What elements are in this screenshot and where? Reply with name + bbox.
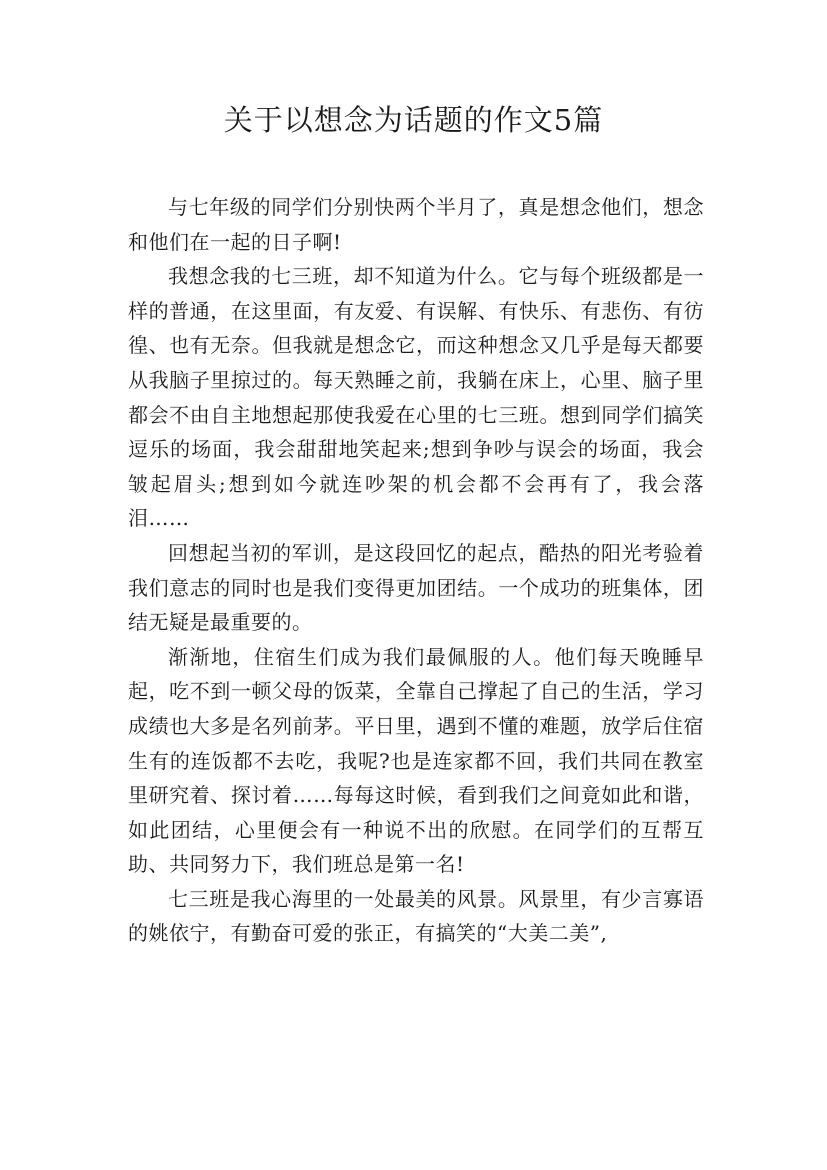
document-body	[128, 190, 704, 951]
paragraph-5: 七三班是我心海里的一处最美的风景。风景里，有少言寡语的姚依宁，有勤奋可爱的张正，有搞笑的“大美二美”,	[128, 886, 704, 946]
paragraph-1: 与七年级的同学们分别快两个半月了，真是想念他们，想念和他们在一起的日子啊!	[128, 195, 704, 254]
paragraph-4: 渐渐地，住宿生们成为我们最佩服的人。他们每天晚睡早起，吃不到一顿父母的饭菜，全靠自己撑起了自己的生活，学习成绩也大多是名列前茅。平日里，遇到不懂的难题，放学后住宿生有的连饭都不去吃，我呢?也是连家都不回，我们共同在教室里研究着、探讨着……每每这时候，看到我们之间竟如此和谐，如此团结，心里便会有一种说不出的欣慰。在同学们的互帮互助、共同努力下，我们班总是第一名!	[128, 644, 704, 877]
document-title: 关于以想念为话题的作文5篇	[223, 103, 604, 137]
paragraph-3: 回想起当初的军训，是这段回忆的起点，酷热的阳光考验着我们意志的同时也是我们变得更加团结。一个成功的班集体，团结无疑是最重要的。	[128, 540, 704, 635]
paragraph-2: 我想念我的七三班，却不知道为什么。它与每个班级都是一样的普通，在这里面，有友爱、有误解、有快乐、有悲伤、有彷徨、也有无奈。但我就是想念它，而这种想念又几乎是每天都要从我脑子里掠过的。每天熟睡之前，我躺在床上，心里、脑子里都会不由自主地想起那使我爱在心里的七三班。想到同学们搞笑逗乐的场面，我会甜甜地笑起来;想到争吵与误会的场面，我会皱起眉头;想到如今就连吵架的机会都不会再有了，我会落泪……	[128, 264, 704, 531]
